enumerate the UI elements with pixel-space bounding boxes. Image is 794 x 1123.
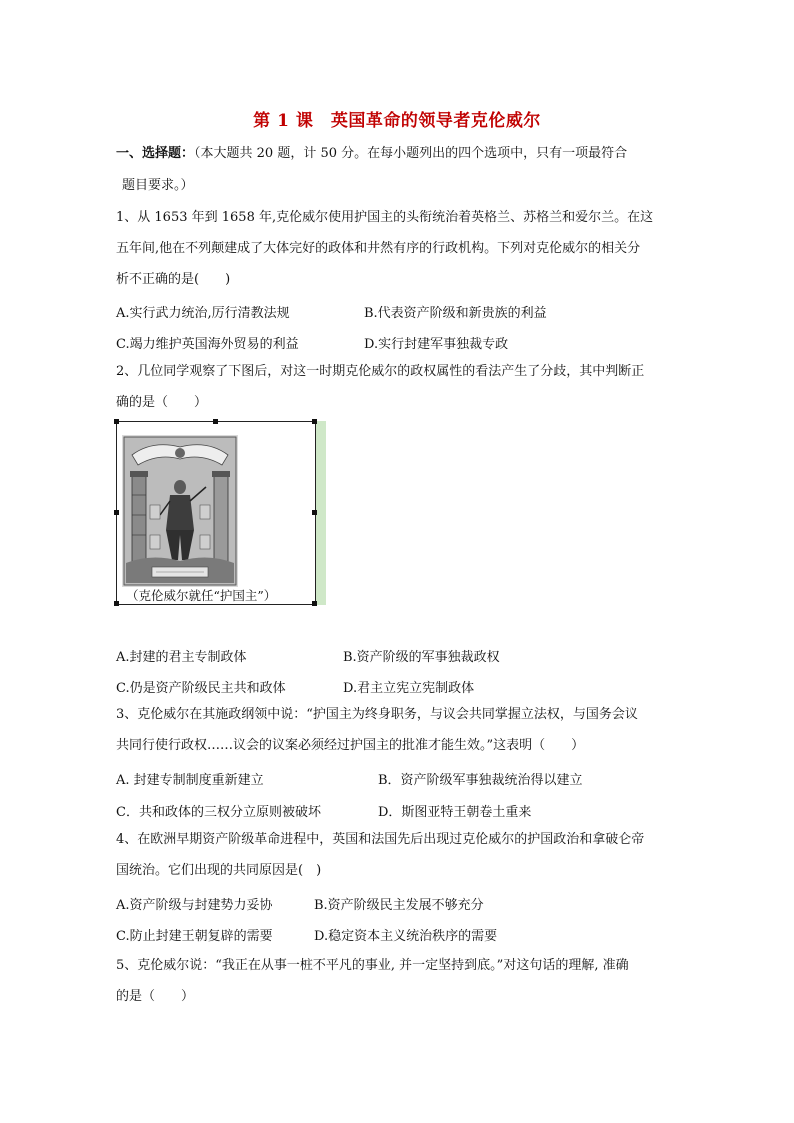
- resize-handle[interactable]: [312, 601, 317, 606]
- q4-option-a: A.资产阶级与封建势力妥协: [116, 898, 273, 913]
- resize-handle[interactable]: [213, 419, 218, 424]
- q2-option-a: A.封建的君主专制政体: [116, 650, 247, 665]
- q2-option-b: B.资产阶级的军事独裁政权: [343, 650, 500, 665]
- resize-handle[interactable]: [114, 419, 119, 424]
- q3-option-d: D．斯图亚特王朝卷土重来: [378, 805, 532, 820]
- section-label: 一、选择题：: [116, 146, 195, 161]
- q1-stem-line1: 1、从 1653 年到 1658 年,克伦威尔使用护国主的头衔统治着英格兰、苏格兰和爱尔兰。在这: [116, 210, 654, 225]
- q1-stem-line3: 析不正确的是( ): [116, 272, 231, 287]
- q1-option-c: C.竭力维护英国海外贸易的利益: [116, 337, 299, 352]
- q2-option-d: D.君主立宪立宪制政体: [343, 681, 475, 696]
- section-heading: [116, 146, 696, 162]
- resize-handle[interactable]: [312, 419, 317, 424]
- section-instruction: （本大题共 20 题，计 50 分。在每小题列出的四个选项中，只有一项最符合: [194, 146, 628, 161]
- q5-stem-line2: 的是（ ）: [116, 989, 195, 1004]
- q4-stem-line1: 4、在欧洲早期资产阶级革命进程中，英国和法国先后出现过克伦威尔的护国政治和拿破仑帝: [116, 832, 645, 847]
- lesson-title: 第 1 课 英国革命的领导者克伦威尔: [253, 111, 541, 131]
- q2-option-c: C.仍是资产阶级民主共和政体: [116, 681, 286, 696]
- q1-option-d: D.实行封建军事独裁专政: [364, 337, 509, 352]
- q3-option-b: B．资产阶级军事独裁统治得以建立: [378, 773, 583, 788]
- q4-option-d: D.稳定资本主义统治秩序的需要: [314, 929, 498, 944]
- cromwell-engraving-image: [122, 435, 238, 587]
- q4-stem-line2: 国统治。它们出现的共同原因是( ): [116, 863, 322, 878]
- q1-option-a: A.实行武力统治,厉行清教法规: [116, 306, 290, 321]
- q3-stem-line2: 共同行使行政权……议会的议案必须经过护国主的批准才能生效。”这表明（ ）: [116, 738, 585, 753]
- q2-stem-line1: 2、几位同学观察了下图后，对这一时期克伦威尔的政权属性的看法产生了分歧，其中判断正: [116, 364, 645, 379]
- q3-option-c: C．共和政体的三权分立原则被破坏: [116, 805, 321, 820]
- q3-stem-line1: 3、克伦威尔在其施政纲领中说：“护国主为终身职务，与议会共同掌握立法权，与国务会议: [116, 707, 638, 722]
- resize-handle[interactable]: [114, 510, 119, 515]
- q5-stem-line1: 5、克伦威尔说：“我正在从事一桩不平凡的事业, 并一定坚持到底。”对这句话的理解, 准确: [116, 958, 629, 973]
- q3-option-a: A. 封建专制制度重新建立: [116, 773, 264, 788]
- q1-option-b: B.代表资产阶级和新贵族的利益: [364, 306, 547, 321]
- cromwell-figure[interactable]: [116, 421, 328, 605]
- figure-caption: （克伦威尔就任“护国主”）: [126, 588, 277, 603]
- q4-option-b: B.资产阶级民主发展不够充分: [314, 898, 484, 913]
- resize-handle[interactable]: [312, 510, 317, 515]
- section-instruction-cont: 题目要求。）: [122, 178, 194, 193]
- q2-stem-line2: 确的是（ ）: [116, 395, 208, 410]
- resize-handle[interactable]: [114, 601, 119, 606]
- q1-stem-line2: 五年间,他在不列颠建成了大体完好的政体和井然有序的行政机构。下列对克伦威尔的相关分: [116, 241, 641, 256]
- q4-option-c: C.防止封建王朝复辟的需要: [116, 929, 273, 944]
